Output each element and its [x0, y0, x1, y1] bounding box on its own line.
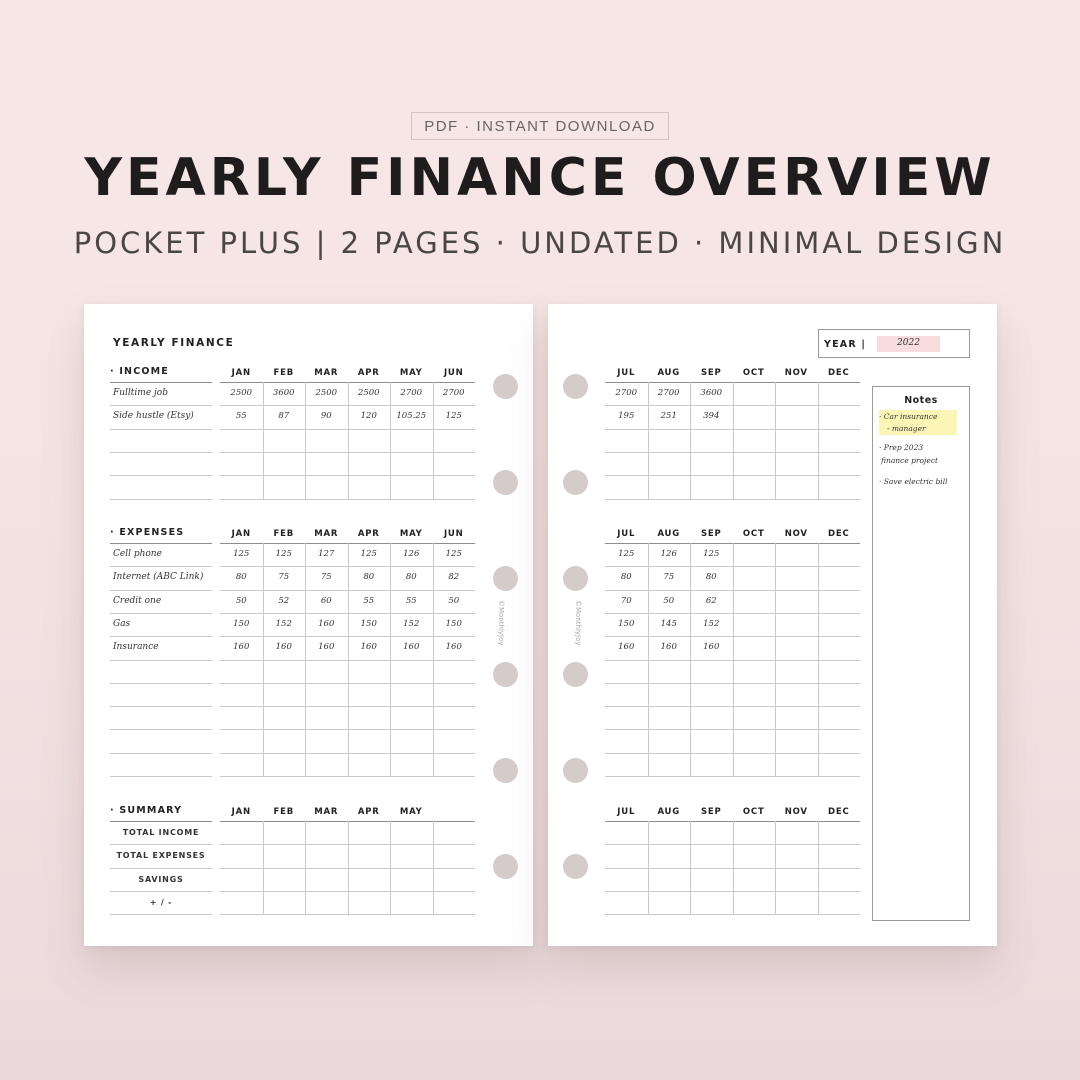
cell-value[interactable]: 152 — [403, 618, 420, 629]
cell-value[interactable]: 3600 — [272, 388, 295, 398]
row-rule — [110, 868, 212, 869]
cell-value[interactable]: 125 — [360, 549, 377, 559]
note-item: · Save electric bill — [879, 477, 948, 486]
column-rule — [305, 382, 306, 499]
cell-value[interactable]: 160 — [318, 642, 335, 653]
binder-hole — [493, 566, 518, 591]
month-header: NOV — [784, 807, 808, 817]
cell-value[interactable]: 80 — [405, 572, 417, 583]
month-header: SEP — [700, 368, 722, 378]
cell-value[interactable]: 145 — [660, 618, 677, 629]
cell-value[interactable]: 160 — [703, 642, 720, 653]
cell-value[interactable]: 160 — [360, 642, 377, 653]
month-header: FEB — [273, 529, 294, 539]
column-rule — [348, 382, 349, 499]
row-label[interactable]: Gas — [113, 618, 131, 629]
notes-title: Notes — [904, 395, 938, 406]
year-label: YEAR | — [824, 339, 867, 350]
cell-value[interactable]: 105.25 — [396, 411, 427, 422]
binder-hole — [493, 758, 518, 783]
notes-box[interactable] — [872, 386, 970, 921]
section-title: · INCOME — [110, 366, 169, 377]
cell-value[interactable]: 3600 — [700, 388, 723, 398]
cell-value[interactable]: 62 — [705, 595, 717, 606]
column-rule — [818, 821, 819, 914]
column-rule — [733, 543, 734, 776]
row-rule — [110, 914, 212, 915]
header-rule — [110, 821, 212, 822]
column-rule — [775, 382, 776, 499]
cell-value[interactable]: 127 — [318, 549, 335, 559]
cell-value[interactable]: 50 — [235, 595, 247, 606]
row-rule — [110, 706, 212, 707]
cell-value[interactable]: 160 — [275, 642, 292, 653]
row-rule — [110, 590, 212, 591]
cell-value[interactable]: 55 — [235, 411, 247, 422]
cell-value[interactable]: 80 — [235, 572, 247, 583]
month-header: MAR — [314, 807, 339, 817]
cell-value[interactable]: 60 — [320, 595, 332, 606]
cell-value[interactable]: 2500 — [315, 388, 338, 398]
cell-value[interactable]: 2700 — [442, 388, 465, 398]
column-rule — [733, 821, 734, 914]
cell-value[interactable]: 125 — [233, 549, 250, 559]
cell-value[interactable]: 150 — [233, 618, 250, 629]
column-rule — [263, 821, 264, 914]
month-header: SEP — [700, 529, 722, 539]
month-header: NOV — [784, 529, 808, 539]
month-header: JAN — [231, 368, 251, 378]
cell-value[interactable]: 125 — [618, 549, 635, 559]
binder-hole — [493, 662, 518, 687]
column-rule — [690, 821, 691, 914]
cell-value[interactable]: 2700 — [400, 388, 423, 398]
cell-value[interactable]: 125 — [275, 549, 292, 559]
month-header: AUG — [657, 368, 681, 378]
row-rule — [110, 753, 212, 754]
cell-value[interactable]: 50 — [448, 595, 460, 606]
month-header: APR — [357, 529, 380, 539]
cell-value[interactable]: 126 — [660, 549, 677, 559]
cell-value[interactable]: 2700 — [657, 388, 680, 398]
month-header: JAN — [231, 807, 251, 817]
row-label[interactable]: Side hustle (Etsy) — [113, 411, 194, 422]
left-planner-page — [84, 304, 533, 946]
row-rule — [110, 429, 212, 430]
row-rule — [110, 566, 212, 567]
header-rule — [110, 382, 212, 383]
note-item: · Prep 2023 — [879, 443, 924, 452]
summary-label: SAVINGS — [138, 874, 184, 884]
month-header: MAR — [314, 368, 339, 378]
cell-value[interactable]: 160 — [403, 642, 420, 653]
cell-value[interactable]: 80 — [705, 572, 717, 583]
column-rule — [648, 821, 649, 914]
cell-value[interactable]: 394 — [703, 411, 720, 422]
row-rule — [110, 891, 212, 892]
cell-value[interactable]: 82 — [448, 572, 460, 583]
cell-value[interactable]: 160 — [445, 642, 462, 653]
row-rule — [110, 660, 212, 661]
month-header: JAN — [231, 529, 251, 539]
cell-value[interactable]: 2500 — [357, 388, 380, 398]
page-title: YEARLY FINANCE — [113, 337, 235, 349]
month-header: OCT — [742, 807, 765, 817]
binder-hole — [563, 662, 588, 687]
row-rule — [110, 636, 212, 637]
row-rule — [110, 405, 212, 406]
month-header: JUN — [443, 529, 464, 539]
column-rule — [390, 382, 391, 499]
column-rule — [775, 821, 776, 914]
month-header: NOV — [784, 368, 808, 378]
cell-value[interactable]: 125 — [445, 549, 462, 559]
binder-hole — [493, 854, 518, 879]
cell-value[interactable]: 80 — [620, 572, 632, 583]
row-rule — [110, 499, 212, 500]
cell-value[interactable]: 2500 — [230, 388, 253, 398]
month-header: MAY — [399, 368, 423, 378]
row-rule — [605, 776, 860, 777]
cell-value[interactable]: 75 — [663, 572, 675, 583]
row-rule — [220, 914, 475, 915]
cell-value[interactable]: 152 — [275, 618, 292, 629]
month-header: SEP — [700, 807, 722, 817]
cell-value[interactable]: 55 — [405, 595, 417, 606]
row-rule — [605, 499, 860, 500]
cell-value[interactable]: 120 — [360, 411, 377, 422]
column-rule — [818, 543, 819, 776]
row-rule — [110, 613, 212, 614]
month-header: MAY — [399, 529, 423, 539]
year-value[interactable]: 2022 — [897, 338, 920, 348]
month-header: AUG — [657, 529, 681, 539]
month-header: DEC — [827, 368, 850, 378]
cell-value[interactable]: 160 — [618, 642, 635, 653]
cell-value[interactable]: 195 — [618, 411, 635, 422]
row-label[interactable]: Insurance — [113, 642, 159, 653]
note-item: · Car insurance — [879, 412, 938, 421]
column-rule — [263, 382, 264, 499]
note-item: - manager — [887, 424, 926, 433]
cell-value[interactable]: 80 — [363, 572, 375, 583]
row-rule — [605, 914, 860, 915]
cell-value[interactable]: 160 — [660, 642, 677, 653]
cell-value[interactable]: 87 — [278, 411, 290, 422]
cell-value[interactable]: 52 — [278, 595, 290, 606]
cell-value[interactable]: 75 — [278, 572, 290, 583]
product-subtitle: POCKET PLUS | 2 PAGES · UNDATED · MINIMAL DESIGN — [73, 226, 1007, 260]
column-rule — [348, 821, 349, 914]
right-planner-page — [548, 304, 997, 946]
column-rule — [775, 543, 776, 776]
binder-hole — [493, 470, 518, 495]
summary-label: + / - — [149, 897, 173, 907]
month-header: DEC — [827, 807, 850, 817]
cell-value[interactable]: 150 — [618, 618, 635, 629]
month-header: APR — [357, 807, 380, 817]
row-rule — [220, 499, 475, 500]
month-header: MAY — [399, 807, 423, 817]
row-label[interactable]: Internet (ABC Link) — [113, 572, 204, 583]
column-rule — [305, 821, 306, 914]
row-rule — [110, 452, 212, 453]
month-header: JUL — [617, 529, 636, 539]
cell-value[interactable]: 90 — [320, 411, 332, 422]
cell-value[interactable]: 150 — [360, 618, 377, 629]
cell-value[interactable]: 160 — [318, 618, 335, 629]
cell-value[interactable]: 50 — [663, 595, 675, 606]
product-title: YEARLY FINANCE OVERVIEW — [84, 148, 996, 208]
row-label[interactable]: Fulltime job — [113, 388, 168, 398]
row-rule — [110, 475, 212, 476]
format-badge: PDF · INSTANT DOWNLOAD — [411, 112, 669, 140]
cell-value[interactable]: 70 — [620, 595, 632, 606]
cell-value[interactable]: 160 — [233, 642, 250, 653]
cell-value[interactable]: 152 — [703, 618, 720, 629]
watermark: ©MonthlyJoy — [574, 600, 582, 646]
month-header: FEB — [273, 368, 294, 378]
cell-value[interactable]: 125 — [703, 549, 720, 559]
column-rule — [648, 382, 649, 499]
month-header: APR — [357, 368, 380, 378]
month-header: DEC — [827, 529, 850, 539]
cell-value[interactable]: 125 — [445, 411, 462, 422]
row-rule — [110, 844, 212, 845]
binder-hole — [563, 470, 588, 495]
header-rule — [110, 543, 212, 544]
column-rule — [390, 821, 391, 914]
summary-label: TOTAL EXPENSES — [116, 851, 206, 861]
binder-hole — [563, 854, 588, 879]
column-rule — [690, 382, 691, 499]
row-rule — [110, 776, 212, 777]
row-rule — [110, 683, 212, 684]
cell-value[interactable]: 75 — [320, 572, 332, 583]
row-label[interactable]: Credit one — [113, 595, 162, 606]
note-item: finance project — [881, 456, 939, 465]
month-header: JUL — [617, 368, 636, 378]
row-rule — [220, 776, 475, 777]
cell-value[interactable]: 126 — [403, 549, 420, 559]
year-box — [818, 329, 970, 358]
month-header: OCT — [742, 529, 765, 539]
column-rule — [433, 821, 434, 914]
cell-value[interactable]: 2700 — [615, 388, 638, 398]
binder-hole — [563, 758, 588, 783]
cell-value[interactable]: 150 — [445, 618, 462, 629]
month-header: OCT — [742, 368, 765, 378]
month-header: MAR — [314, 529, 339, 539]
cell-value[interactable]: 55 — [363, 595, 375, 606]
watermark: ©MonthlyJoy — [497, 600, 505, 646]
month-header: AUG — [657, 807, 681, 817]
column-rule — [733, 382, 734, 499]
section-title: · SUMMARY — [110, 805, 183, 816]
binder-hole — [563, 374, 588, 399]
column-rule — [433, 382, 434, 499]
cell-value[interactable]: 251 — [660, 411, 677, 422]
binder-hole — [493, 374, 518, 399]
month-header: JUL — [617, 807, 636, 817]
row-rule — [110, 729, 212, 730]
month-header: JUN — [443, 368, 464, 378]
row-label[interactable]: Cell phone — [113, 549, 162, 559]
binder-hole — [563, 566, 588, 591]
column-rule — [818, 382, 819, 499]
month-header: FEB — [273, 807, 294, 817]
section-title: · EXPENSES — [110, 527, 185, 538]
summary-label: TOTAL INCOME — [122, 828, 200, 837]
